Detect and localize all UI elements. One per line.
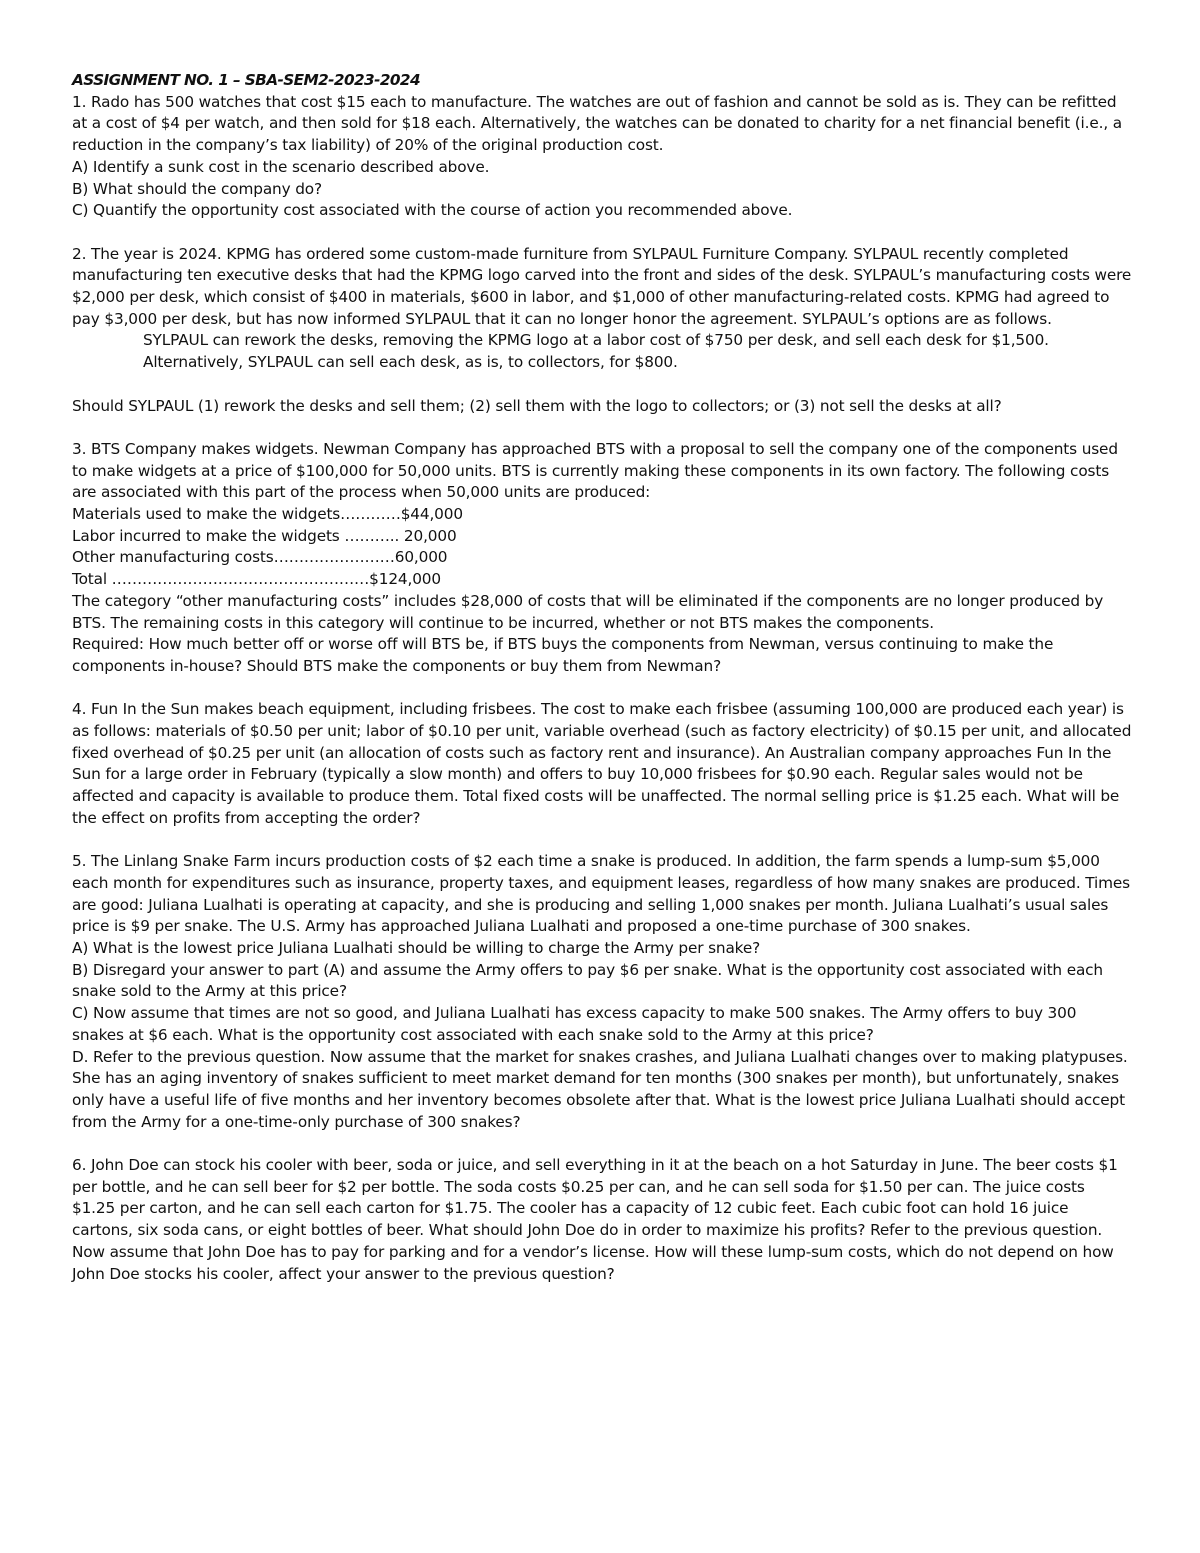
question-3-required: Required: How much better off or worse off will BTS be, if BTS buys the components from Newman, versus continuing to make the components in-house? Should BTS make the components or buy them from Newman?	[72, 635, 1054, 675]
question-2-option-rework: SYLPAUL can rework the desks, removing the KPMG logo at a labor cost of $750 per desk, and sell each desk for $1,500.	[143, 331, 1049, 350]
spacer	[72, 1133, 1132, 1155]
spacer	[72, 374, 1132, 396]
spacer	[72, 830, 1132, 852]
cost-line-other: Other manufacturing costs……………………60,000	[72, 548, 448, 567]
spacer	[72, 678, 1132, 700]
cost-line-labor: Labor incurred to make the widgets ……….. 20,000	[72, 526, 457, 545]
document-page	[72, 70, 1132, 1285]
question-1-part-a: A) Identify a sunk cost in the scenario described above.	[72, 157, 490, 176]
question-6-body: 6. John Doe can stock his cooler with beer, soda or juice, and sell everything in it at the beach on a hot Saturday in June. The beer costs $1 per bottle, and he can sell beer for $2 per bottle. The soda costs $0.25 per can, and he can sell soda for $1.50 per can. The juice costs $1.25 per carton, and he can sell each carton for $1.75. The cooler has a capacity of 12 cubic feet. Each cubic foot can hold 16 juice cartons, six soda cans, or eight bottles of beer. What should John Doe do in order to maximize his profits? Refer to the previous question. Now assume that John Doe has to pay for parking and for a vendor’s license. How will these lump-sum costs, which do not depend on how John Doe stocks his cooler, affect your answer to the previous question?	[72, 1156, 1118, 1283]
question-3	[72, 439, 1132, 678]
question-1-part-b: B) What should the company do?	[72, 179, 322, 198]
question-5-part-d: D. Refer to the previous question. Now assume that the market for snakes crashes, and Juliana Lualhati changes over to making platypuses. She has an aging inventory of snakes sufficient to meet market demand for ten months (300 snakes per month), but unfortunately, snakes only have a useful life of five months and her inventory becomes obsolete after that. What is the lowest price Juliana Lualhati should accept from the Army for a one-time-only purchase of 300 snakes?	[72, 1047, 1128, 1131]
question-2	[72, 244, 1132, 418]
spacer	[72, 417, 1132, 439]
question-3-body: 3. BTS Company makes widgets. Newman Company has approached BTS with a proposal to sell the company one of the components used to make widgets at a price of $100,000 for 50,000 units. BTS is currently making these components in its own factory. The following costs are associated with this part of the process when 50,000 units are produced:	[72, 439, 1118, 502]
question-2-option-collectors: Alternatively, SYLPAUL can sell each desk, as is, to collectors, for $800.	[143, 353, 678, 372]
question-2-question: Should SYLPAUL (1) rework the desks and sell them; (2) sell them with the logo to collectors; or (3) not sell the desks at all?	[72, 396, 1002, 415]
question-4	[72, 699, 1132, 829]
cost-line-materials: Materials used to make the widgets…………$44,000	[72, 505, 463, 524]
question-1-part-c: C) Quantify the opportunity cost associated with the course of action you recommended above.	[72, 201, 793, 220]
spacer	[72, 222, 1132, 244]
question-5-part-a: A) What is the lowest price Juliana Lualhati should be willing to charge the Army per snake?	[72, 939, 761, 958]
question-5-part-c: C) Now assume that times are not so good, and Juliana Lualhati has excess capacity to make 500 snakes. The Army offers to buy 300 snakes at $6 each. What is the opportunity cost associated with each snake sold to the Army at this price?	[72, 1004, 1077, 1044]
assignment-title: ASSIGNMENT NO. 1 – SBA-SEM2-2023-2024	[72, 71, 421, 89]
question-5-part-b: B) Disregard your answer to part (A) and assume the Army offers to pay $6 per snake. What is the opportunity cost associated with each snake sold to the Army at this price?	[72, 960, 1103, 1001]
question-5	[72, 851, 1132, 1133]
question-5-body: 5. The Linlang Snake Farm incurs production costs of $2 each time a snake is produced. In addition, the farm spends a lump-sum $5,000 each month for expenditures such as insurance, property taxes, and equipment leases, regardless of how many snakes are produced. Times are good: Juliana Lualhati is operating at capacity, and she is producing and selling 1,000 snakes per month. Juliana Lualhati’s usual sales price is $9 per snake. The U.S. Army has approached Juliana Lualhati and proposed a one-time purchase of 300 snakes.	[72, 852, 1130, 936]
question-1-body: 1. Rado has 500 watches that cost $15 each to manufacture. The watches are out of fashion and cannot be sold as is. They can be refitted at a cost of $4 per watch, and then sold for $18 each. Alternatively, the watches can be donated to charity for a net financial benefit (i.e., a reduction in the company’s tax liability) of 20% of the original production cost.	[72, 92, 1122, 155]
question-3-note: The category “other manufacturing costs” includes $28,000 of costs that will be eliminated if the components are no longer produced by BTS. The remaining costs in this category will continue to be incurred, whether or not BTS makes the components.	[72, 591, 1104, 632]
question-6	[72, 1155, 1132, 1285]
question-2-body: 2. The year is 2024. KPMG has ordered some custom-made furniture from SYLPAUL Furniture Company. SYLPAUL recently completed manufacturing ten executive desks that had the KPMG logo carved into the front and sides of the desk. SYLPAUL’s manufacturing costs were $2,000 per desk, which consist of $400 in materials, $600 in labor, and $1,000 of other manufacturing-related costs. KPMG had agreed to pay $3,000 per desk, but has now informed SYLPAUL that it can no longer honor the agreement. SYLPAUL’s options are as follows.	[72, 244, 1132, 328]
question-1	[72, 92, 1132, 222]
cost-line-total: Total ……………………………………………$124,000	[72, 570, 441, 589]
question-4-body: 4. Fun In the Sun makes beach equipment, including frisbees. The cost to make each frisbee (assuming 100,000 are produced each year) is as follows: materials of $0.50 per unit; labor of $0.10 per unit, variable overhead (such as factory electricity) of $0.15 per unit, and allocated fixed overhead of $0.25 per unit (an allocation of costs such as factory rent and insurance). An Australian company approaches Fun In the Sun for a large order in February (typically a slow month) and offers to buy 10,000 frisbees for $0.90 each. Regular sales would not be affected and capacity is available to produce them. Total fixed costs will be unaffected. The normal selling price is $1.25 each. What will be the effect on profits from accepting the order?	[72, 700, 1132, 827]
